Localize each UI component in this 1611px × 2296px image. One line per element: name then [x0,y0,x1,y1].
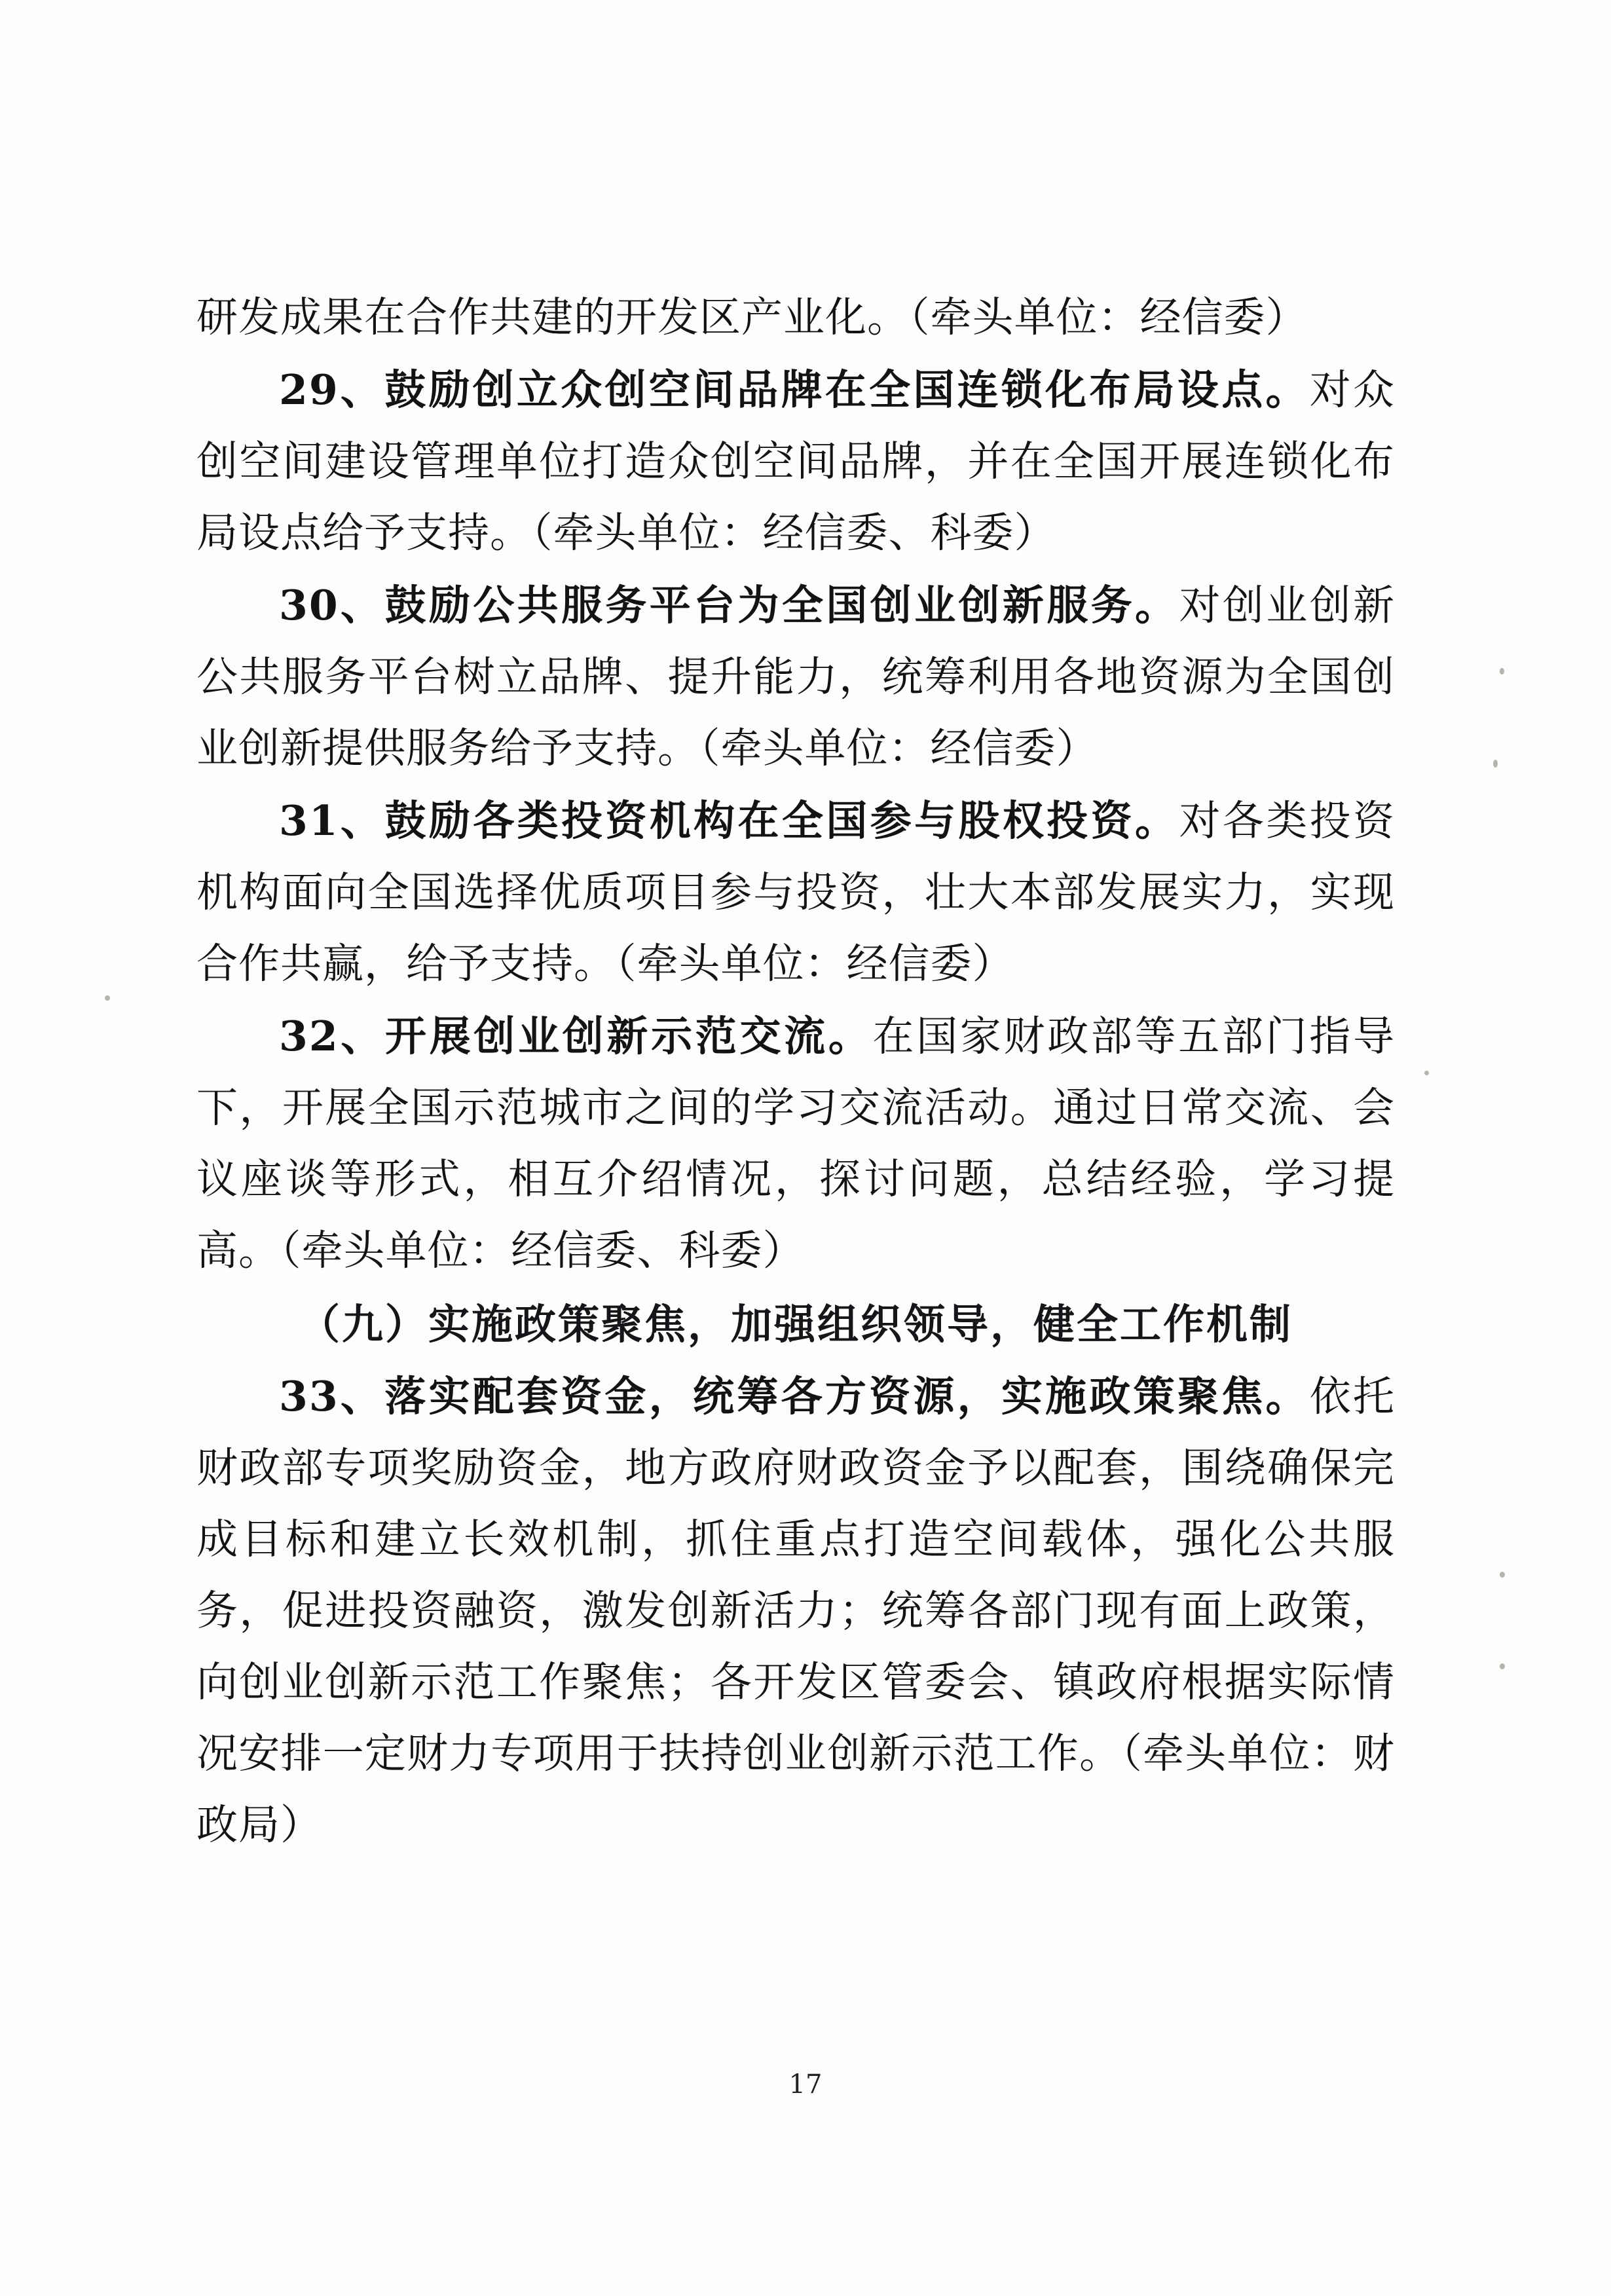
paragraph-text-33: 依托财政部专项奖励资金，地方政府财政资金予以配套，围绕确保完成目标和建立长效机制，抓住重点打造空间载体，强化公共服务，促进投资融资，激发创新活力；统筹各部门现有面上政策，向创业创新示范工作聚焦；各开发区管委会、镇政府根据实际情况安排一定财力专项用于扶持创业创新示范工作。（牵头单位：财政局） [196,1373,1396,1849]
paragraph-item-30 [196,570,1395,784]
paragraph-item-31 [196,785,1395,999]
scan-speck [1500,1663,1505,1669]
paragraph-lead-31: 31、鼓励各类投资机构在全国参与股权投资。 [279,796,1179,845]
paragraph-text: 研发成果在合作共建的开发区产业化。（牵头单位：经信委） [196,293,1308,341]
section-heading: （九）实施政策聚焦，加强组织领导，健全工作机制 [299,1300,1293,1348]
scan-speck [1493,760,1498,768]
scan-speck [105,995,110,1001]
page-number: 17 [788,2069,823,2100]
paragraph-text-29: 对众创空间建设管理单位打造众创空间品牌，并在全国开展连锁化布局设点给予支持。（牵头单位：经信委、科委） [196,366,1396,557]
scan-speck [1500,1572,1505,1578]
scan-speck [1500,668,1504,675]
paragraph-text-30: 对创业创新公共服务平台树立品牌、提升能力，统筹利用各地资源为全国创业创新提供服务给予支持。（牵头单位：经信委） [196,582,1396,772]
scan-speck [1424,1071,1429,1075]
paragraph-item-32 [196,1001,1395,1286]
paragraph-continuation [196,282,1395,353]
document-body [196,282,1395,1862]
paragraph-text-31: 对各类投资机构面向全国选择优质项目参与投资，壮大本部发展实力，实现合作共赢，给予支持。（牵头单位：经信委） [196,797,1396,988]
paragraph-text-32: 在国家财政部等五部门指导下，开展全国示范城市之间的学习交流活动。通过日常交流、会议座谈等形式，相互介绍情况，探讨问题，总结经验，学习提高。（牵头单位：经信委、科委） [196,1012,1395,1274]
paragraph-lead-29: 29、鼓励创立众创空间品牌在全国连锁化布局设点。 [279,365,1310,414]
paragraph-lead-30: 30、鼓励公共服务平台为全国创业创新服务。 [279,581,1179,629]
paragraph-lead-32: 32、开展创业创新示范交流。 [279,1012,873,1060]
paragraph-item-33 [196,1361,1395,1861]
paragraph-item-29 [196,354,1395,568]
paragraph-lead-33: 33、落实配套资金，统筹各方资源，实施政策聚焦。 [279,1372,1310,1420]
